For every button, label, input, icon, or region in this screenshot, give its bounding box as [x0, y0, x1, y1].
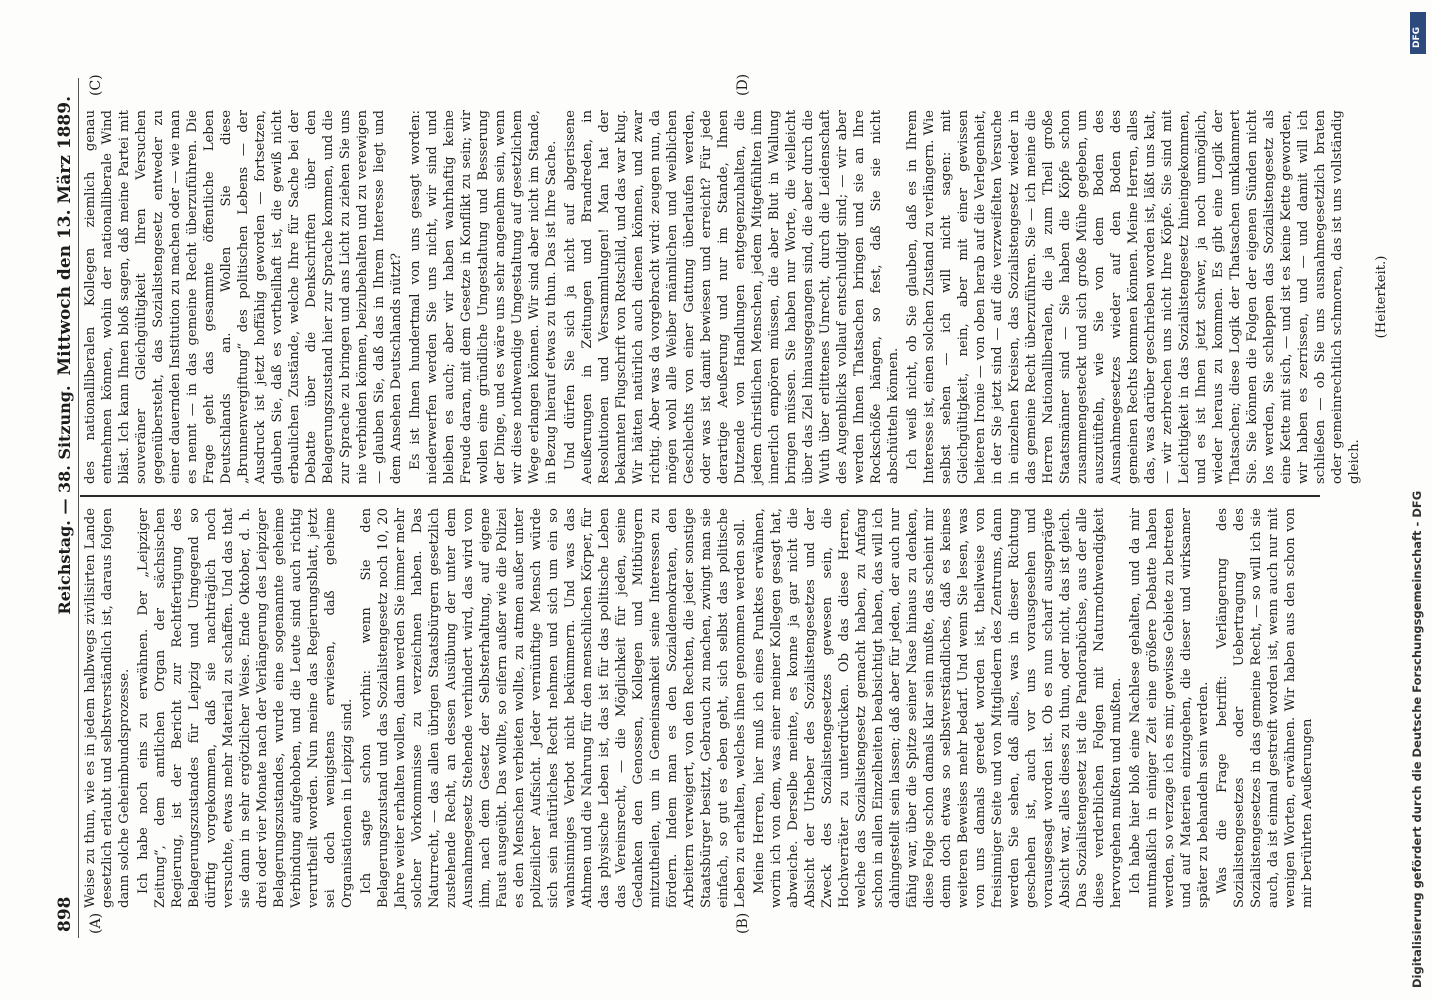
left-column [82, 508, 1322, 908]
dfg-badge-text: DFG [1412, 26, 1422, 48]
margin-marker-a: (A) [88, 912, 104, 934]
right-column [82, 110, 1389, 484]
paragraph: Meine Herren, hier muß ich eines Punktes erwähnen, worin ich von dem, was einer meiner Kollegen gesagt hat, abweiche. Derselbe meinte, es konne ja gar nicht die Absicht der Urheber des Sozialistengesetzes und der Zweck des Sozialistengesetzes gewesen sein, die Hochverräter zu unterdrücken. Ob das diese Herren, welche das Sozialistengesetz gemacht haben, zu Anfang schon in allen Einzelheiten beabsichtigt haben, das will ich dahingestellt sein lassen; daß aber für jeden, der auch nur fähig war, über die Spitze seiner Nase hinaus zu denken, diese Folge schon damals klar sein mußte, das scheint mir denn doch etwas so selbstverständliches, daß es keines weiteren Beweises mehr bedarf. Und wenn Sie lesen, was von uns damals geredet worden ist, theilweise von freisinniger Seite und von Mitgliedern des Zentrums, dann werden Sie sehen, daß alles, was in dieser Richtung geschehen ist, auch vor uns vorausgesehen und vorausgesagt worden ist. Ob es nun scharf ausgeprägte Absicht war, alles dieses zu thun, oder nicht, das ist gleich. Das Sozialistengesetz ist die Pandorabüchse, aus der alle diese verderblichen Folgen mit Naturnothwendigkeit hervorgehen mußten und mußten. [752, 508, 1124, 908]
margin-marker-c: (C) [88, 74, 104, 96]
paragraph: Ich weiß nicht, ob Sie glauben, daß es in Ihrem Interesse ist, einen solchen Zustand zu verlängern. Wie selbst sehen — ich will nicht sagen: mit Gleichgültigkeit, nein, aber mit einer gewissen heiteren Ironie — von oben herab auf die Verlegenheit, in der Sie jetzt sind — auf die verzweifelten Versuche in einzelnen Kreisen, das Sozialistengesetz wieder in das gemeine Recht überzuführen. Sie — ich meine die Herren Nationalliberalen, die ja zum Theil große Staatsmänner sind — Sie haben die Köpfe schon zusammengesteckt und sich große Mühe gegeben, um auszutüfteln, wie Sie von dem Boden des Ausnahmegesetzes wieder auf den Boden des gemeinen Rechts kommen können. Meine Herren, alles das, was darüber geschrieben worden ist, läßt uns kalt, — wir zerbrechen uns nicht Ihre Köpfe. Sie sind mit Leichtigkeit in das Sozialistengesetz hineingekommen, und es ist Ihnen jetzt schwer, ja noch unmöglich, wieder heraus zu kommen. Es gibt eine Logik der Thatsachen; diese Logik der Thatsachen umklammert Sie. Sie können die Folgen der eigenen Sünden nicht los werden, Sie schleppen das Sozialistengesetz als eine Kette mit sich, — und ist es keine Kette geworden, wir haben es zerrissen, und — und damit will ich schließen — ob Sie uns ausnahmegesetzlich braten oder gemeinrechtlich schmoren, das ist uns vollständig gleich. [905, 110, 1362, 484]
digitization-notice [1408, 12, 1426, 988]
session-date: Mittwoch den 13. März 1889. [55, 96, 75, 376]
column-divider [80, 495, 1320, 497]
session-title: Reichstag. — 38. Sitzung. [55, 385, 74, 615]
paragraph: Ich habe hier bloß eine Nachlese gehalten, und da mir mutmaßlich in einiger Zeit eine größere Debatte haben werden, so verzage ich es mir, gewisse Gebiete zu betreten und auf Materien einzugehen, die dieser und wirksamer später zu behandeln sein werden. [1128, 508, 1211, 908]
paragraph: Es ist Ihnen hundertmal von uns gesagt worden: niederwerfen werden Sie uns nicht, wir sind und bleiben es auch; aber wir haben wahrhaftig keine Freude daran, mit dem Gesetze in Konflikt zu sein; wir wollen eine gründliche Umgestaltung und Besserung der Dinge, und es wäre uns sehr angenehm sein, wenn wir diese nothwendige Umgestaltung auf gesetzlichem Wege erlangen können. Wir sind aber nicht im Stande, in Bezug hierauf etwas zu thun. Das ist Ihre Sache. [408, 110, 559, 484]
paragraph: Ich habe noch eins zu erwähnen. Der „Leipziger Zeitung“, dem amtlichen Organ der sächsischen Regierung, ist der Bericht zur Rechtfertigung des Belagerungszustandes für Leipzig und Umgegend so dürftig vorgekommen, daß sie nachträglich noch versuchte, etwas mehr Material zu schaffen. Und das that sie dann in sehr ergötzlicher Weise. Ende Oktober, d. h. drei oder vier Monate nach der Verlängerung des Leipziger Belagerungszustandes, wurde eine sogenannte geheime Verbindung aufgehoben, und die Leute sind auch richtig verurtheilt worden. Nun meine das Regierungsblatt, jetzt sei doch wenigstens erwiesen, daß geheime Organisationen in Leipzig sind. [136, 508, 355, 908]
stage-direction: (Heiterkeit.) [1374, 255, 1389, 339]
digitization-notice-text: Digitalisierung gefördert durch die Deutsche Forschungsgemeinschaft - DFG [1410, 490, 1424, 988]
paragraph: Weise zu thun, wie es in jedem halbwegs zivilisirten Lande gesetzlich erlaubt und selbstverständlich ist, daraus folgen dann solche Geheimbundsprozesse. [83, 508, 132, 908]
dfg-logo-badge [1410, 12, 1426, 54]
paragraph: des nationalliberalen Kollegen ziemlich genau entnehmen können, wohin der nationalliberale Wind bläst. Ich kann Ihnen bloß sagen, daß meine Partei mit souveräner Gleichgültigkeit Ihren Versuchen gegenübersteht, das Sozialistengesetz entweder zu einer dauernden Institution zu machen oder — wie man es nennt — in das gemeine Recht überzuführen. Die Frage geht das gesammte öffentliche Leben Deutschlands an. Wollen Sie diese „Brunnenvergiftung“ des politischen Lebens — der Ausdruck ist jetzt hoffähig geworden — fortsetzen, glauben Sie, daß es vortheilhaft ist, die gewiß nicht erbaulichen Zustände, welche Ihre für Sache bei der Debatte über die Denkschriften über den Belagerungszustand hier zur Sprache kommen, und die zur Sprache zu bringen und ans Licht zu ziehen Sie uns nie verbinden können, beizubehalten und zu verewigen — glauben Sie, daß das in Ihrem Interesse liegt und dem Ansehen Deutschlands nützt? [83, 110, 404, 484]
paragraph: Was die Frage betrifft: Verlängerung des Sozialistengesetzes oder Uebertragung des Sozialistengesetzes in das gemeine Recht, — so will ich sie auch, da ist einmal gestreift worden ist, wenn auch nur mit wenigen Worten, erwähnen. Wir haben aus den schon von mir berührten Aeußerungen [1215, 508, 1315, 908]
margin-marker-b: (B) [735, 912, 751, 934]
paragraph: Und dürfen Sie sich ja nicht auf abgerissene Aeußerungen in Zeitungen und Brandreden, in Resolutionen und Versammlungen! Man hat der bekannten Flugschrift von Rotschild, und das war klug. Wir hätten natürlich auch dienen können, und zwar richtig. Aber was da vorgebracht wird: zeugen nun, da mögen wohl alle Weiber männlichen und weiblichen Geschlechts von einer Gattung überlaufen werden, oder was ist damit bewiesen und erreicht? Für jede derartige Aeußerung und nur im Stande, Ihnen Dutzende von Handlungen entgegenzuhalten, die jedem christlichen Menschen, jedem Mitgefühlten ihm innerlich empören müssen, die aber Blut in Wallung bringen müssen. Sie haben nur Worte, die vielleicht über das Ziel hinausgegangen sind, die aber durch die Wuth über erlittenes Unrecht, durch die Leidenschaft des Augenblicks vollauf entschuldigt sind; — wir aber werden Ihnen Thatsachen bringen und sie an Ihre Rockschöße hängen, so fest, daß Sie sie nicht abschütteln können. [563, 110, 901, 484]
margin-marker-d: (D) [735, 73, 751, 96]
paragraph: Ich sagte schon vorhin: wenn Sie den Belagerungszustand und das Sozialistengesetz noch 10, 20 Jahre weiter erhalten wollen, dann werden Sie immer mehr solcher Vorkommnisse zu verzeichnen haben. Das Naturrecht, — das allen übrigen Staatsbürgern gesetzlich zustehende Recht, an dessen Ausübung der unter dem Ausnahmegesetz Stehende verhindert wird, das wird von ihm, nach dem Gesetz der Selbsterhaltung, auf eigene Faust ausgeübt. Das wollte, so eifern außer wie die Polizei es den Menschen verbieten wollte, zu atmen außer unter polizeilicher Aufsicht. Jeder vernünftige Mensch würde sich sein natürliches Recht nehmen und sich um ein so wahnsinniges Verbot nicht bekümmern. Und was das Athmen und die Nahrung für den menschlichen Körper, für das physische Leben ist, das ist für das politische Leben das Vereinsrecht, — die Möglichkeit für jeden, seine Gedanken den Genossen, Kollegen und Mitbürgern mitzutheilen, um in Gemeinsamkeit seine Interessen zu fördern. Indem man es den Sozialdemokraten, den Arbeitern verweigert, von den Rechten, die jeder sonstige Staatsbürger besitzt, Gebrauch zu machen, zwingt man sie einfach, so gut es eben geht, sich selbst das politische Leben zu erhalten, welches ihnen genommen werden soll. [359, 508, 748, 908]
header-rule [78, 78, 79, 938]
page-number: 898 [55, 896, 75, 932]
